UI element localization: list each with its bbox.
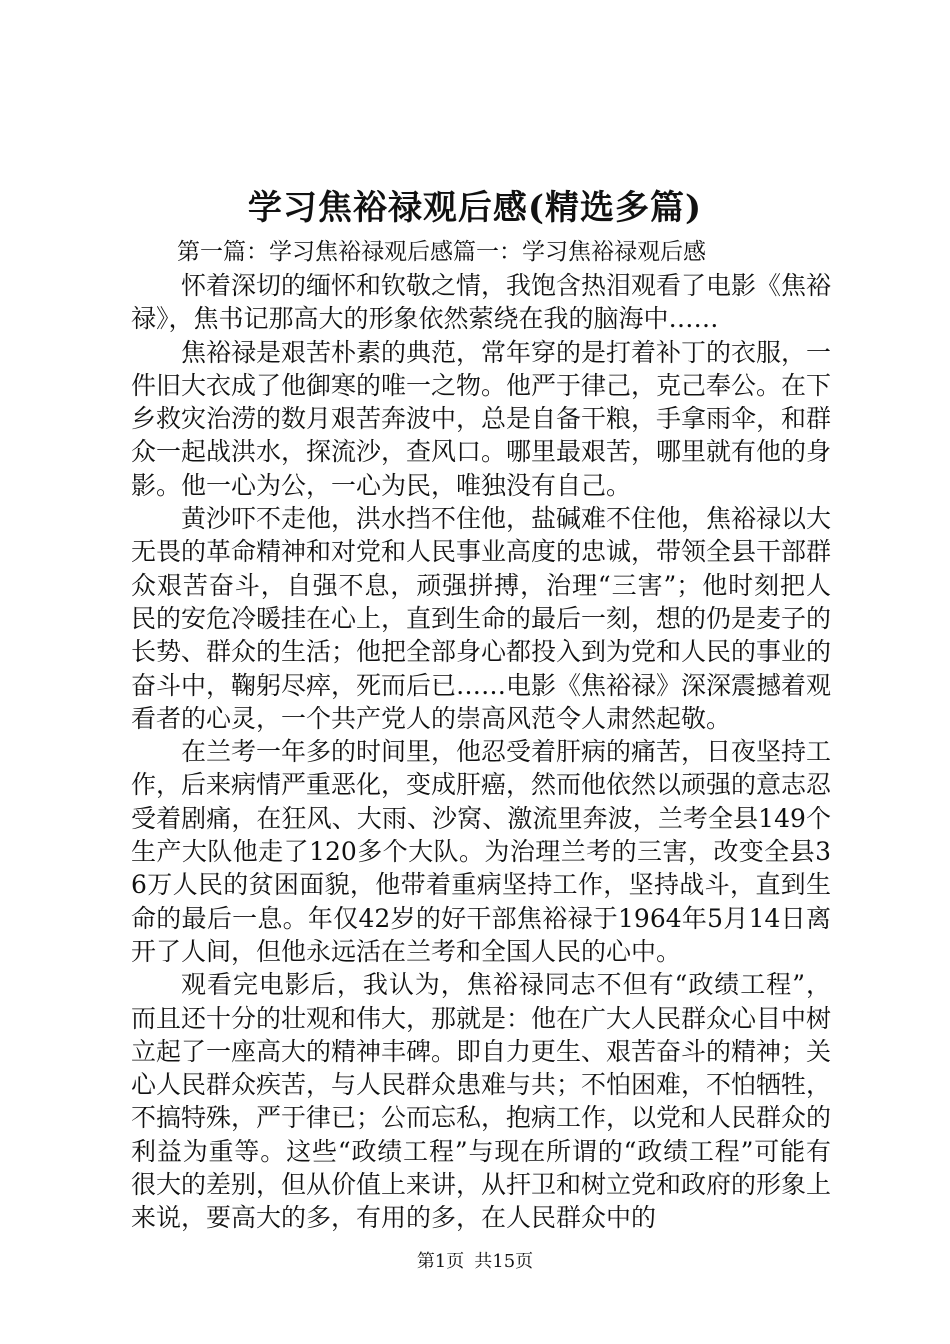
page-total: 共15页 [474,1251,534,1272]
document-body [131,236,831,1235]
document-title: 学习焦裕禄观后感(精选多篇) [247,188,703,228]
paragraph: 观看完电影后，我认为，焦裕禄同志不但有“政绩工程”，而且还十分的壮观和伟大，那就是：他在广大人民群众心目中树立起了一座高大的精神丰碑。即自力更生、艰苦奋斗的精神；关心人民群众疾苦，与人民群众患难与共；不怕困难，不怕牺牲，不搞特殊，严于律已；公而忘私，抱病工作，以党和人民群众的利益为重等。这些“政绩工程”与现在所谓的“政绩工程”可能有很大的差别，但从价值上来讲，从扞卫和树立党和政府的形象上来说，要高大的多，有用的多，在人民群众中的 [131,970,832,1233]
paragraph: 焦裕禄是艰苦朴素的典范，常年穿的是打着补丁的衣服，一件旧大衣成了他御寒的唯一之物。他严于律己，克己奉公。在下乡救灾治涝的数月艰苦奔波中，总是自备干粮，手拿雨伞，和群众一起战洪水，探流沙，查风口。哪里最艰苦，哪里就有他的身影。他一心为公，一心为民，唯独没有自己。 [131,337,832,500]
paragraph: 怀着深切的缅怀和钦敬之情，我饱含热泪观看了电影《焦裕禄》，焦书记那高大的形象依然萦绕在我的脑海中…… [131,271,832,334]
paragraph: 黄沙吓不走他，洪水挡不住他，盐碱难不住他，焦裕禄以大无畏的革命精神和对党和人民事业高度的忠诚，带领全县干部群众艰苦奋斗，自强不息，顽强拼搏，治理“三害”；他时刻把人民的安危冷暖挂在心上，直到生命的最后一刻，想的仍是麦子的长势、群众的生活；他把全部身心都投入到为党和人民的事业的奋斗中，鞠躬尽瘁，死而后已……电影《焦裕禄》深深震撼着观看者的心灵，一个共产党人的崇高风范令人肃然起敬。 [131,504,832,733]
paragraph: 在兰考一年多的时间里，他忍受着肝病的痛苦，日夜坚持工作，后来病情严重恶化，变成肝癌，然而他依然以顽强的意志忍受着剧痛，在狂风、大雨、沙窝、激流里奔波，兰考全县149个生产大队他走了120多个大队。为治理兰考的三害，改变全县36万人民的贫困面貌，他带着重病坚持工作，坚持战斗，直到生命的最后一息。年仅42岁的好干部焦裕禄于1964年5月14日离开了人间，但他永远活在兰考和全国人民的心中。 [131,737,832,966]
section-heading: 第一篇：学习焦裕禄观后感篇一：学习焦裕禄观后感 [177,239,706,265]
page-number: 第1页 [416,1251,465,1272]
page-footer [0,1250,950,1274]
